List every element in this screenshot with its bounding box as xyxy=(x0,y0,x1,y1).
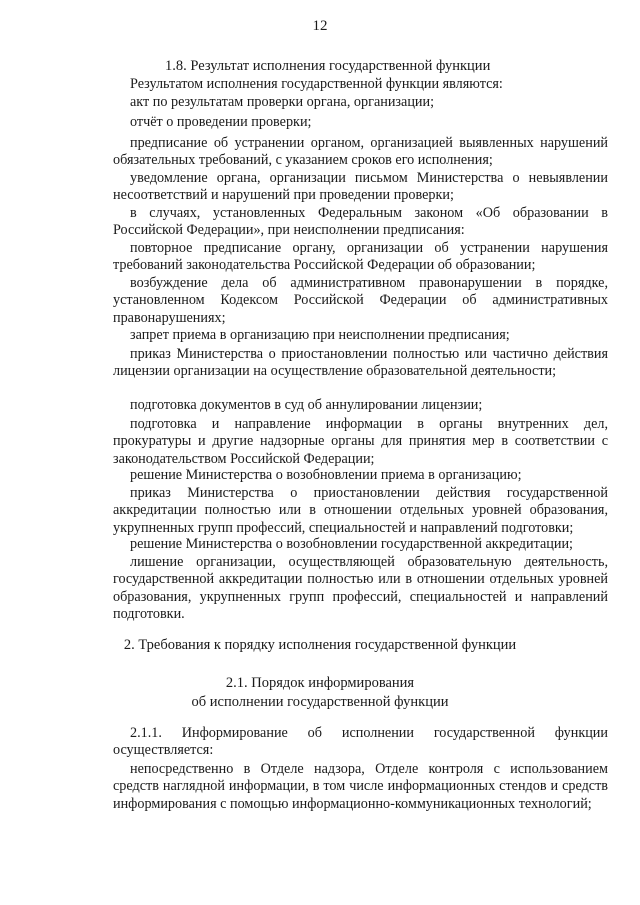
paragraph: приказ Министерства о приостановлении действия государственной аккредитации полностью или в отношении отдельных уровней образования, укрупненных групп профессий, специальностей и направлений подготовки; xyxy=(113,485,608,536)
paragraph: акт по результатам проверки органа, организации; xyxy=(130,94,435,110)
paragraph: Результатом исполнения государственной функции являются: xyxy=(130,76,503,92)
section-1-8-heading: 1.8. Результат исполнения государственной функции xyxy=(165,58,491,74)
paragraph: лишение организации, осуществляющей образовательную деятельность, государственной аккредитации полностью или в отношении отдельных уровней образования, укрупненных групп профессий, специальностей и направлений подготовки. xyxy=(113,554,608,623)
paragraph: уведомление органа, организации письмом Министерства о невыявлении несоответствий и нарушений при проведении проверки; xyxy=(113,170,608,204)
paragraph: отчёт о проведении проверки; xyxy=(130,114,312,130)
paragraph: в случаях, установленных Федеральным законом «Об образовании в Российской Федерации», при неисполнении предписания: xyxy=(113,205,608,239)
section-2-1-heading-line-1: 2.1. Порядок информирования xyxy=(225,675,415,691)
section-2-heading: 2. Требования к порядку исполнения государственной функции xyxy=(123,637,517,653)
paragraph: подготовка документов в суд об аннулировании лицензии; xyxy=(130,397,483,413)
paragraph: повторное предписание органу, организации об устранении нарушения требований законодательства Российской Федерации об образовании; xyxy=(113,240,608,274)
paragraph: приказ Министерства о приостановлении полностью или частично действия лицензии организации на осуществление образовательной деятельности; xyxy=(113,346,608,380)
paragraph: возбуждение дела об административном правонарушении в порядке, установленном Кодексом Российской Федерации об административных правонарушениях; xyxy=(113,275,608,326)
section-2-1-heading-line-2: об исполнении государственной функции xyxy=(191,694,449,710)
paragraph: решение Министерства о возобновлении государственной аккредитации; xyxy=(130,536,573,552)
paragraph: подготовка и направление информации в органы внутренних дел, прокуратуры и другие надзорные органы для принятия мер в соответствии с законодательством Российской Федерации; xyxy=(113,416,608,467)
paragraph: запрет приема в организацию при неисполнении предписания; xyxy=(130,327,510,343)
section-2-1-heading xyxy=(0,674,640,712)
paragraph: непосредственно в Отделе надзора, Отделе контроля с использованием средств наглядной информации, в том числе информационных стендов и средств информирования с помощью информационно-коммуникационных технологий; xyxy=(113,761,608,812)
page-number: 12 xyxy=(312,18,328,34)
paragraph: 2.1.1. Информирование об исполнении государственной функции осуществляется: xyxy=(113,725,608,759)
paragraph: решение Министерства о возобновлении приема в организацию; xyxy=(130,467,522,483)
paragraph: предписание об устранении органом, организацией выявленных нарушений обязательных требований, с указанием сроков его исполнения; xyxy=(113,135,608,169)
